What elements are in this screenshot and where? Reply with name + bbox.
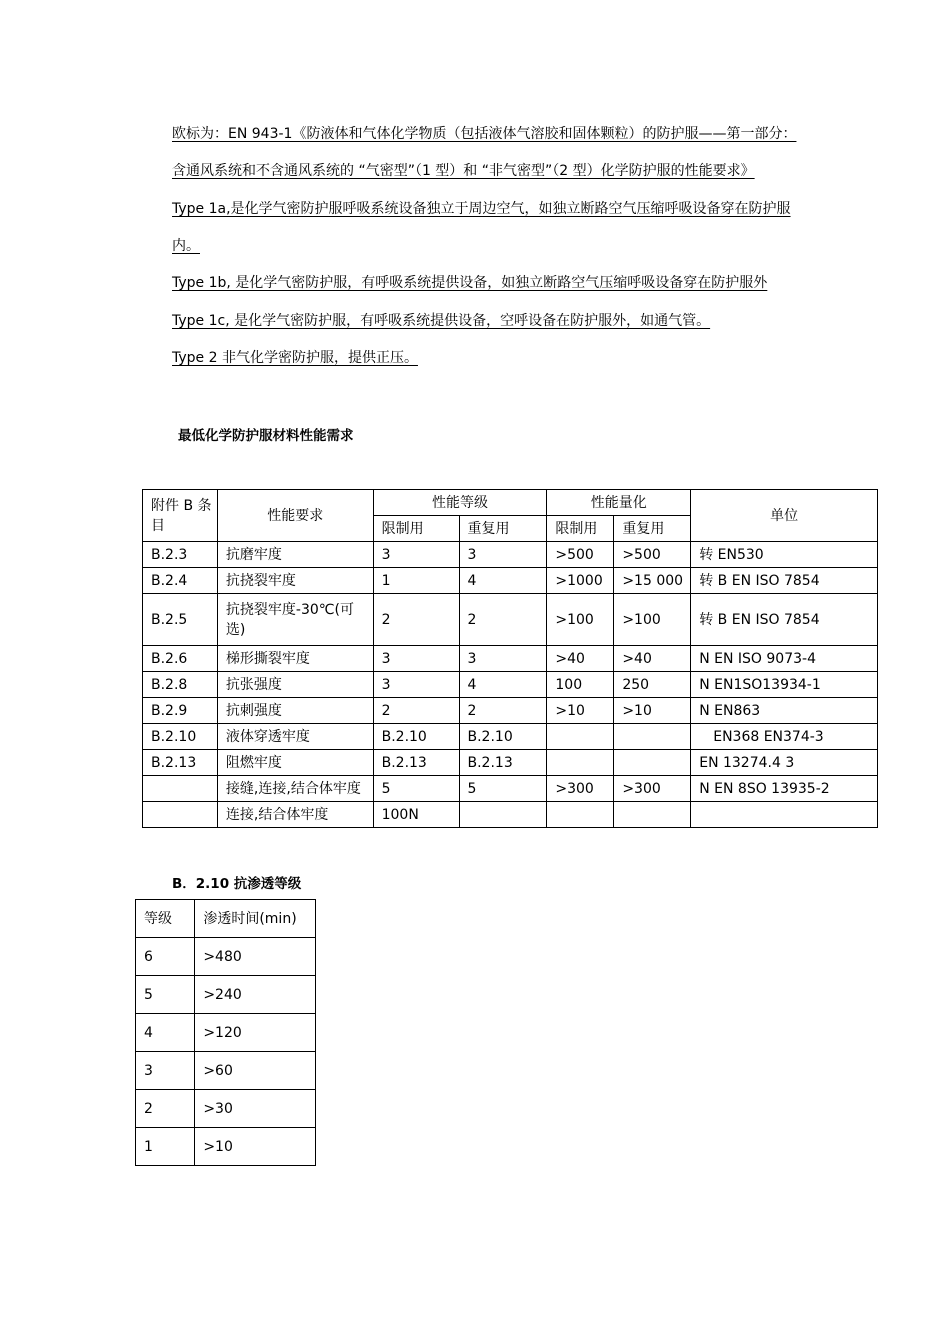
table-header-row <box>143 490 878 516</box>
table-row <box>143 542 878 568</box>
table-cell: 抗张强度 <box>217 672 373 698</box>
table-cell: 3 <box>373 646 459 672</box>
table-cell: B.2.4 <box>143 568 218 594</box>
table-cell: >500 <box>547 542 614 568</box>
table-cell: >300 <box>614 776 691 802</box>
table-row <box>143 802 878 828</box>
table-cell: B.2.13 <box>459 750 547 776</box>
table-cell: >100 <box>547 594 614 646</box>
table-cell: 6 <box>136 938 195 976</box>
table-cell: 转 B EN ISO 7854 <box>691 594 878 646</box>
table-cell: 转 B EN ISO 7854 <box>691 568 878 594</box>
paragraph-line: Type 1c, 是化学气密防护服，有呼吸系统提供设备，空呼设备在防护服外，如通气管。 <box>172 313 711 329</box>
table-cell: 抗挠裂牢度 <box>217 568 373 594</box>
table-cell: >300 <box>547 776 614 802</box>
table-cell <box>143 802 218 828</box>
table-cell: 抗挠裂牢度-30℃(可选) <box>217 594 373 646</box>
table-cell: >1000 <box>547 568 614 594</box>
table-cell: 2 <box>459 698 547 724</box>
table-row <box>143 646 878 672</box>
header-cell: 性能要求 <box>217 490 373 542</box>
table-cell: >30 <box>195 1090 316 1128</box>
table-row <box>143 750 878 776</box>
table-cell <box>614 750 691 776</box>
header-cell: 性能等级 <box>373 490 547 516</box>
table-row <box>136 1128 316 1166</box>
table-cell: B.2.10 <box>459 724 547 750</box>
table-cell: 接缝,连接,结合体牢度 <box>217 776 373 802</box>
permeation-table <box>135 899 316 1166</box>
table-cell: >10 <box>195 1128 316 1166</box>
table-cell: 液体穿透牢度 <box>217 724 373 750</box>
table-cell: B.2.13 <box>143 750 218 776</box>
paragraph-line: 含通风系统和不含通风系统的 “气密型”（1 型）和 “非气密型”（2 型）化学防护服的性能要求》 <box>172 163 755 179</box>
table-row <box>136 1090 316 1128</box>
table-cell: 3 <box>459 646 547 672</box>
table-row <box>143 672 878 698</box>
header-cell: 单位 <box>691 490 878 542</box>
table-cell: >500 <box>614 542 691 568</box>
table-row <box>136 1052 316 1090</box>
table-row <box>143 594 878 646</box>
table-cell <box>547 724 614 750</box>
table-cell: 3 <box>459 542 547 568</box>
table-cell: 250 <box>614 672 691 698</box>
table-cell: 1 <box>373 568 459 594</box>
paragraph-line: 欧标为：EN 943-1《防液体和气体化学物质（包括液体气溶胶和固体颗粒）的防护服——第一部分： <box>172 126 797 142</box>
paragraph-line: 内。 <box>172 238 200 254</box>
table-cell: N EN1SO13934-1 <box>691 672 878 698</box>
header-cell: 重复用 <box>459 516 547 542</box>
table-cell: 4 <box>459 568 547 594</box>
table-cell: B.2.10 <box>373 724 459 750</box>
performance-table <box>142 489 878 828</box>
table-cell: N EN863 <box>691 698 878 724</box>
header-cell: 限制用 <box>373 516 459 542</box>
table-cell: B.2.3 <box>143 542 218 568</box>
table-cell: >10 <box>547 698 614 724</box>
header-cell: 性能量化 <box>547 490 691 516</box>
table-cell: 2 <box>373 698 459 724</box>
table-cell: >120 <box>195 1014 316 1052</box>
table-cell: B.2.6 <box>143 646 218 672</box>
table-row <box>136 938 316 976</box>
table-cell <box>691 802 878 828</box>
table-cell: >40 <box>614 646 691 672</box>
table-cell <box>143 776 218 802</box>
section-title: B．2.10 抗渗透等级 <box>172 876 302 892</box>
table-cell: 1 <box>136 1128 195 1166</box>
table-cell: 抗磨牢度 <box>217 542 373 568</box>
table-cell: 5 <box>136 976 195 1014</box>
table-cell: EN368 EN374-3 <box>691 724 878 750</box>
table-cell: 连接,结合体牢度 <box>217 802 373 828</box>
table-cell: 2 <box>136 1090 195 1128</box>
header-cell: 附件 B 条目 <box>143 490 218 542</box>
table-cell: >60 <box>195 1052 316 1090</box>
table-cell: 梯形撕裂牢度 <box>217 646 373 672</box>
header-cell: 等级 <box>136 900 195 938</box>
table-cell: >15 000 <box>614 568 691 594</box>
table-cell: B.2.5 <box>143 594 218 646</box>
table-header-row <box>136 900 316 938</box>
table-cell: >10 <box>614 698 691 724</box>
table-row <box>143 698 878 724</box>
table-cell: 2 <box>373 594 459 646</box>
table-cell: 3 <box>136 1052 195 1090</box>
table-cell: 转 EN530 <box>691 542 878 568</box>
table-cell: 100N <box>373 802 459 828</box>
table-cell <box>614 724 691 750</box>
table-cell: B.2.9 <box>143 698 218 724</box>
table-cell: 2 <box>459 594 547 646</box>
header-cell: 渗透时间(min) <box>195 900 316 938</box>
table-cell: >40 <box>547 646 614 672</box>
table-row <box>143 776 878 802</box>
table-row <box>136 1014 316 1052</box>
table-cell: >480 <box>195 938 316 976</box>
section-title: 最低化学防护服材料性能需求 <box>178 428 354 444</box>
table-cell: 阻燃牢度 <box>217 750 373 776</box>
table-row <box>136 976 316 1014</box>
table-cell: 4 <box>459 672 547 698</box>
table-row <box>143 724 878 750</box>
table-cell: N EN 8SO 13935-2 <box>691 776 878 802</box>
table-cell: N EN ISO 9073-4 <box>691 646 878 672</box>
header-cell: 重复用 <box>614 516 691 542</box>
table-cell: >240 <box>195 976 316 1014</box>
table-cell: 5 <box>459 776 547 802</box>
table-cell <box>614 802 691 828</box>
table-cell: EN 13274.4 3 <box>691 750 878 776</box>
paragraph-line: Type 1b, 是化学气密防护服，有呼吸系统提供设备，如独立断路空气压缩呼吸设备穿在防护服外 <box>172 275 768 291</box>
table-row <box>143 568 878 594</box>
paragraph-line: Type 1a,是化学气密防护服呼吸系统设备独立于周边空气，如独立断路空气压缩呼吸设备穿在防护服 <box>172 201 791 217</box>
table-cell: 5 <box>373 776 459 802</box>
table-cell <box>547 750 614 776</box>
table-cell <box>459 802 547 828</box>
table-cell: B.2.8 <box>143 672 218 698</box>
table-cell: >100 <box>614 594 691 646</box>
table-cell: 抗刺强度 <box>217 698 373 724</box>
header-cell: 限制用 <box>547 516 614 542</box>
table-cell: 100 <box>547 672 614 698</box>
paragraph-line: Type 2 非气化学密防护服，提供正压。 <box>172 350 418 366</box>
table-cell: B.2.13 <box>373 750 459 776</box>
table-cell: B.2.10 <box>143 724 218 750</box>
table-cell <box>547 802 614 828</box>
table-cell: 3 <box>373 542 459 568</box>
table-cell: 4 <box>136 1014 195 1052</box>
table-cell: 3 <box>373 672 459 698</box>
